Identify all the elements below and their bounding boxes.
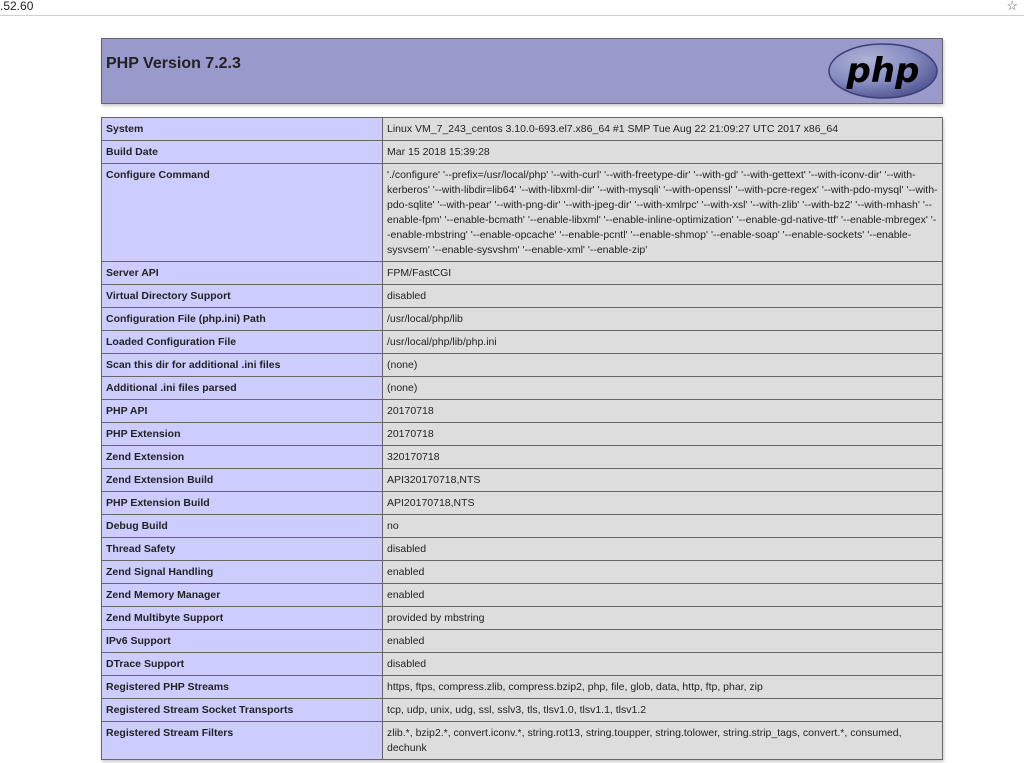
table-row bbox=[102, 515, 943, 538]
table-row bbox=[102, 118, 943, 141]
setting-value: API20170718,NTS bbox=[383, 492, 943, 515]
url-text[interactable]: .52.60 bbox=[0, 0, 34, 13]
setting-value: (none) bbox=[383, 377, 943, 400]
table-row bbox=[102, 308, 943, 331]
php-version-header bbox=[101, 38, 943, 104]
setting-value: /usr/local/php/lib/php.ini bbox=[383, 331, 943, 354]
table-row bbox=[102, 285, 943, 308]
setting-label: Scan this dir for additional .ini files bbox=[102, 354, 383, 377]
setting-value: enabled bbox=[383, 584, 943, 607]
setting-value: tcp, udp, unix, udg, ssl, sslv3, tls, tlsv1.0, tlsv1.1, tlsv1.2 bbox=[383, 699, 943, 722]
setting-value: Mar 15 2018 15:39:28 bbox=[383, 141, 943, 164]
table-row bbox=[102, 331, 943, 354]
setting-label: Server API bbox=[102, 262, 383, 285]
page-title: PHP Version 7.2.3 bbox=[106, 55, 241, 72]
setting-label: Thread Safety bbox=[102, 538, 383, 561]
table-row bbox=[102, 262, 943, 285]
setting-label: Zend Memory Manager bbox=[102, 584, 383, 607]
setting-label: DTrace Support bbox=[102, 653, 383, 676]
table-row bbox=[102, 354, 943, 377]
setting-label: PHP Extension Build bbox=[102, 492, 383, 515]
setting-value: provided by mbstring bbox=[383, 607, 943, 630]
setting-label: Configure Command bbox=[102, 164, 383, 262]
table-row bbox=[102, 446, 943, 469]
setting-label: Registered Stream Filters bbox=[102, 722, 383, 760]
setting-value: enabled bbox=[383, 561, 943, 584]
setting-value: /usr/local/php/lib bbox=[383, 308, 943, 331]
setting-value: API320170718,NTS bbox=[383, 469, 943, 492]
setting-label: Registered Stream Socket Transports bbox=[102, 699, 383, 722]
php-logo bbox=[827, 42, 939, 100]
setting-value: 20170718 bbox=[383, 400, 943, 423]
setting-value: https, ftps, compress.zlib, compress.bzip2, php, file, glob, data, http, ftp, phar, zip bbox=[383, 676, 943, 699]
setting-label: IPv6 Support bbox=[102, 630, 383, 653]
setting-label: Zend Extension bbox=[102, 446, 383, 469]
setting-value: FPM/FastCGI bbox=[383, 262, 943, 285]
table-row bbox=[102, 607, 943, 630]
setting-value: (none) bbox=[383, 354, 943, 377]
table-row bbox=[102, 630, 943, 653]
setting-label: PHP Extension bbox=[102, 423, 383, 446]
setting-value: 20170718 bbox=[383, 423, 943, 446]
bookmark-star-icon[interactable]: ☆ bbox=[1006, 0, 1018, 13]
setting-label: Additional .ini files parsed bbox=[102, 377, 383, 400]
table-row bbox=[102, 722, 943, 760]
setting-value: './configure' '--prefix=/usr/local/php' '--with-curl' '--with-freetype-dir' '--with-gd' '--with-gettext' '--with-iconv-dir' '--with-kerberos' '--with-libdir=lib64' '--with-libxml-dir' '--with-mysqli' '--with-openssl' '--with-pcre-regex' '--with-pdo-mysql' '--with-pdo-sqlite' '--with-pear' '--with-png-dir' '--with-jpeg-dir' '--with-xmlrpc' '--with-xsl' '--with-zlib' '--with-bz2' '--with-mhash' '--enable-fpm' '--enable-bcmath' '--enable-libxml' '--enable-inline-optimization' '--enable-gd-native-ttf' '--enable-mbregex' '--enable-mbstring' '--enable-opcache' '--enable-pcntl' '--enable-shmop' '--enable-soap' '--enable-sockets' '--enable-sysvsem' '--enable-sysvshm' '--enable-xml' '--enable-zip' bbox=[383, 164, 943, 262]
setting-label: Zend Signal Handling bbox=[102, 561, 383, 584]
table-row bbox=[102, 377, 943, 400]
table-row bbox=[102, 141, 943, 164]
table-row bbox=[102, 584, 943, 607]
browser-address-bar[interactable] bbox=[0, 0, 1024, 16]
setting-value: 320170718 bbox=[383, 446, 943, 469]
setting-label: System bbox=[102, 118, 383, 141]
php-info-table bbox=[101, 117, 943, 760]
setting-value: zlib.*, bzip2.*, convert.iconv.*, string.rot13, string.toupper, string.tolower, string.strip_tags, convert.*, consumed, dechunk bbox=[383, 722, 943, 760]
table-row bbox=[102, 492, 943, 515]
svg-text:php: php bbox=[846, 51, 920, 91]
table-row bbox=[102, 423, 943, 446]
table-row bbox=[102, 699, 943, 722]
table-row bbox=[102, 400, 943, 423]
table-row bbox=[102, 561, 943, 584]
setting-label: Debug Build bbox=[102, 515, 383, 538]
table-row bbox=[102, 164, 943, 262]
setting-value: Linux VM_7_243_centos 3.10.0-693.el7.x86_64 #1 SMP Tue Aug 22 21:09:27 UTC 2017 x86_64 bbox=[383, 118, 943, 141]
setting-label: Zend Multibyte Support bbox=[102, 607, 383, 630]
setting-label: Loaded Configuration File bbox=[102, 331, 383, 354]
setting-label: PHP API bbox=[102, 400, 383, 423]
setting-value: disabled bbox=[383, 653, 943, 676]
setting-value: enabled bbox=[383, 630, 943, 653]
setting-label: Virtual Directory Support bbox=[102, 285, 383, 308]
setting-label: Zend Extension Build bbox=[102, 469, 383, 492]
setting-label: Registered PHP Streams bbox=[102, 676, 383, 699]
table-row bbox=[102, 538, 943, 561]
table-row bbox=[102, 469, 943, 492]
setting-label: Configuration File (php.ini) Path bbox=[102, 308, 383, 331]
setting-value: disabled bbox=[383, 285, 943, 308]
setting-value: no bbox=[383, 515, 943, 538]
setting-label: Build Date bbox=[102, 141, 383, 164]
table-row bbox=[102, 676, 943, 699]
table-row bbox=[102, 653, 943, 676]
setting-value: disabled bbox=[383, 538, 943, 561]
